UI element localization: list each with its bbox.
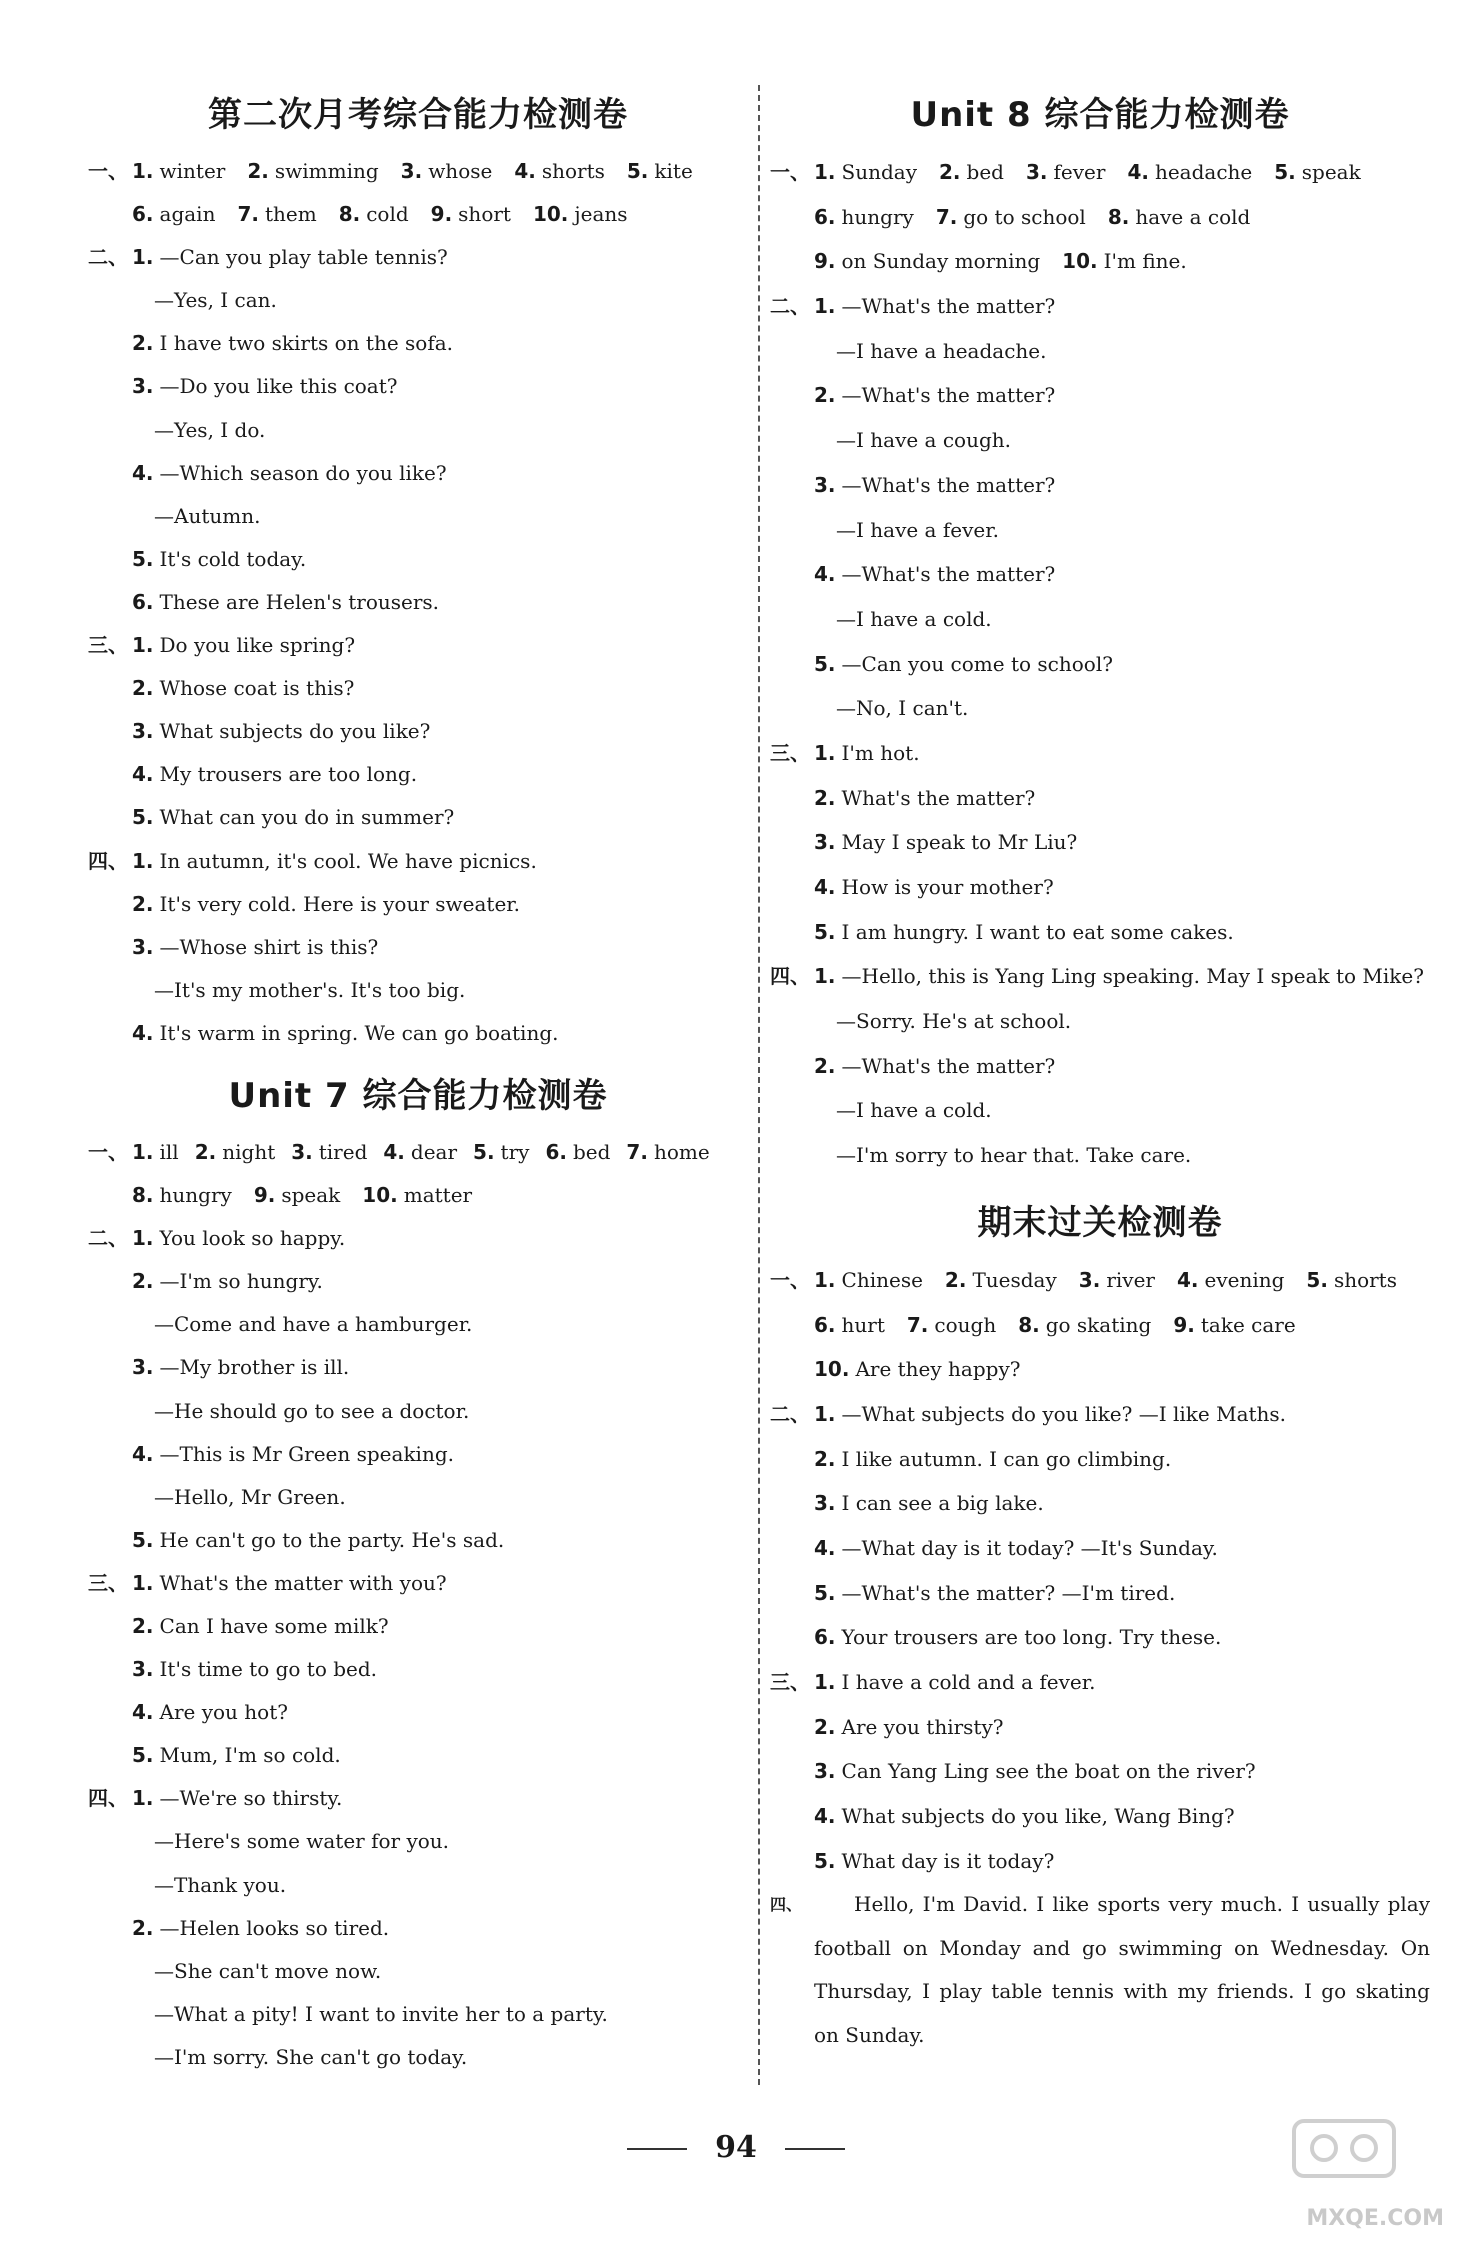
answer-row: 3. Can Yang Ling see the boat on the river? — [814, 1759, 1256, 1784]
answer-row: 3. I can see a big lake. — [814, 1491, 1044, 1516]
answer-row: 6. hungry 7. go to school 8. have a cold — [814, 204, 1251, 229]
right-column — [770, 80, 1430, 2057]
answer-row: 4. —This is Mr Green speaking. — [132, 1441, 454, 1466]
answer-row: 6. These are Helen's trousers. — [132, 589, 440, 614]
passage-answer: 四、 Hello, I'm David. I like sports very much. I usually play football on Monday and go swimming on Wednesday. On Thursday, I play table tennis with my friends. I go skating on Sunday. — [770, 1883, 1430, 2057]
answer-row: —Yes, I do. — [154, 417, 266, 442]
answer-row: 4. —What's the matter? — [814, 562, 1056, 587]
watermark-icon — [1284, 2111, 1404, 2191]
answer-row: —Here's some water for you. — [154, 1829, 450, 1854]
answer-row: 二、 1. —Can you play table tennis? — [88, 245, 448, 270]
answer-row: 6. again 7. them 8. cold 9. short 10. jeans — [132, 202, 628, 227]
answer-row: —I have a cold. — [836, 1098, 992, 1123]
answer-row: —I have a fever. — [836, 517, 999, 542]
answer-row: 3. May I speak to Mr Liu? — [814, 830, 1078, 855]
answer-row: 3. It's time to go to bed. — [132, 1657, 378, 1682]
answer-row: 2. Can I have some milk? — [132, 1614, 389, 1638]
answer-row: 2. I like autumn. I can go climbing. — [814, 1446, 1172, 1471]
answer-row: 5. —What's the matter? —I'm tired. — [814, 1580, 1176, 1605]
answer-row: 4. —Which season do you like? — [132, 460, 447, 485]
answer-row: 2. —What's the matter? — [814, 1053, 1056, 1078]
page-number: 94 — [0, 2130, 1472, 2165]
answer-row: 5. Mum, I'm so cold. — [132, 1743, 341, 1768]
answer-row: 2. —What's the matter? — [814, 383, 1056, 408]
answer-row: 5. —Can you come to school? — [814, 651, 1113, 676]
answer-row: —I'm sorry to hear that. Take care. — [836, 1143, 1192, 1168]
answer-row: 2. Are you thirsty? — [814, 1714, 1004, 1739]
answer-row: 8. hungry 9. speak 10. matter — [132, 1183, 473, 1208]
answer-row: 9. on Sunday morning 10. I'm fine. — [814, 249, 1187, 274]
answer-row: —I'm sorry. She can't go today. — [154, 2044, 468, 2069]
answer-row: 四、 1. —Hello, this is Yang Ling speaking. May I speak to Mike? — [770, 964, 1424, 989]
answer-row: 4. —What day is it today? —It's Sunday. — [814, 1535, 1218, 1560]
answer-row: 4. It's warm in spring. We can go boating. — [132, 1020, 559, 1045]
watermark-logo: MXQE.COM — [1284, 2111, 1444, 2231]
answer-row: —No, I can't. — [836, 696, 969, 721]
answer-row: 5. What can you do in summer? — [132, 805, 455, 830]
answer-row: 三、 1. Do you like spring? — [88, 633, 356, 658]
answer-row: —It's my mother's. It's too big. — [154, 977, 466, 1002]
answer-row: 一、 1. Sunday 2. bed 3. fever 4. headache 5. speak — [770, 160, 1361, 184]
answer-row: 4. How is your mother? — [814, 875, 1054, 899]
answer-row: 二、 1. You look so happy. — [88, 1226, 346, 1251]
answer-row: 2. Whose coat is this? — [132, 676, 355, 701]
answer-row: 一、 1. winter 2. swimming 3. whose 4. shorts 5. kite — [88, 159, 693, 183]
answer-row: 四、 1. —We're so thirsty. — [88, 1786, 343, 1811]
answer-row: 一、 1. Chinese 2. Tuesday 3. river 4. evening 5. shorts — [770, 1267, 1397, 1292]
section-title: Unit 7 综合能力检测卷 — [228, 1075, 608, 1116]
section-title: Unit 8 综合能力检测卷 — [910, 95, 1290, 135]
answer-row: —Come and have a hamburger. — [154, 1312, 473, 1337]
answer-row: —She can't move now. — [154, 1958, 382, 1983]
answer-row: 2. I have two skirts on the sofa. — [132, 331, 454, 356]
answer-row: 5. What day is it today? — [814, 1848, 1055, 1873]
answer-row: —Sorry. He's at school. — [836, 1009, 1072, 1034]
answer-row: 6. Your trousers are too long. Try these. — [814, 1625, 1222, 1650]
answer-row: —Thank you. — [154, 1872, 287, 1897]
answer-row: 6. hurt 7. cough 8. go skating 9. take care — [814, 1312, 1296, 1337]
answer-row: 5. I am hungry. I want to eat some cakes. — [814, 919, 1234, 944]
answer-row: 5. It's cold today. — [132, 546, 307, 571]
answer-row: —What a pity! I want to invite her to a party. — [154, 2001, 608, 2026]
answer-row: 二、 1. —What subjects do you like? —I like Maths. — [770, 1401, 1287, 1426]
answer-row: —Yes, I can. — [154, 288, 277, 313]
left-column — [88, 80, 748, 2079]
answer-row: 4. My trousers are too long. — [132, 762, 418, 787]
answer-row: 三、 1. What's the matter with you? — [88, 1570, 447, 1595]
answer-row: —He should go to see a doctor. — [154, 1398, 470, 1423]
answer-row: 三、 1. I'm hot. — [770, 740, 920, 765]
answer-row: —I have a cough. — [836, 428, 1011, 453]
answer-row: 四、 1. In autumn, it's cool. We have picnics. — [88, 848, 537, 873]
answer-row: 3. —Do you like this coat? — [132, 374, 398, 399]
passage-text: Hello, I'm David. I like sports very much. I usually play football on Monday and go swimming on Wednesday. On Thursday, I play table tennis with my friends. I go skating on Sunday. — [814, 1892, 1430, 2047]
answer-row: 2. What's the matter? — [814, 785, 1036, 810]
answer-row: 3. —What's the matter? — [814, 472, 1056, 497]
answer-row: 三、 1. I have a cold and a fever. — [770, 1670, 1096, 1694]
answer-row: —I have a headache. — [836, 338, 1047, 363]
answer-row: 10. Are they happy? — [814, 1357, 1021, 1382]
answer-row: —I have a cold. — [836, 606, 992, 631]
answer-row: 3. —My brother is ill. — [132, 1355, 350, 1380]
answer-row: 2. It's very cold. Here is your sweater. — [132, 891, 521, 916]
answer-row: 2. —Helen looks so tired. — [132, 1915, 390, 1940]
column-divider — [758, 85, 760, 2085]
section-title: 第二次月考综合能力检测卷 — [208, 95, 628, 135]
answer-row: —Hello, Mr Green. — [154, 1484, 346, 1509]
section-title: 期末过关检测卷 — [977, 1202, 1223, 1243]
answer-row: 2. —I'm so hungry. — [132, 1269, 323, 1294]
answer-row: 一、 1. ill 2. night 3. tired 4. dear 5. try 6. bed 7. home — [88, 1139, 710, 1164]
answer-row: 二、 1. —What's the matter? — [770, 294, 1056, 319]
answer-row: 3. —Whose shirt is this? — [132, 934, 379, 959]
answer-row: 3. What subjects do you like? — [132, 719, 431, 744]
answer-row: 5. He can't go to the party. He's sad. — [132, 1527, 505, 1552]
answer-row: —Autumn. — [154, 503, 261, 528]
answer-row: 4. Are you hot? — [132, 1700, 288, 1725]
answer-row: 4. What subjects do you like, Wang Bing? — [814, 1804, 1235, 1829]
